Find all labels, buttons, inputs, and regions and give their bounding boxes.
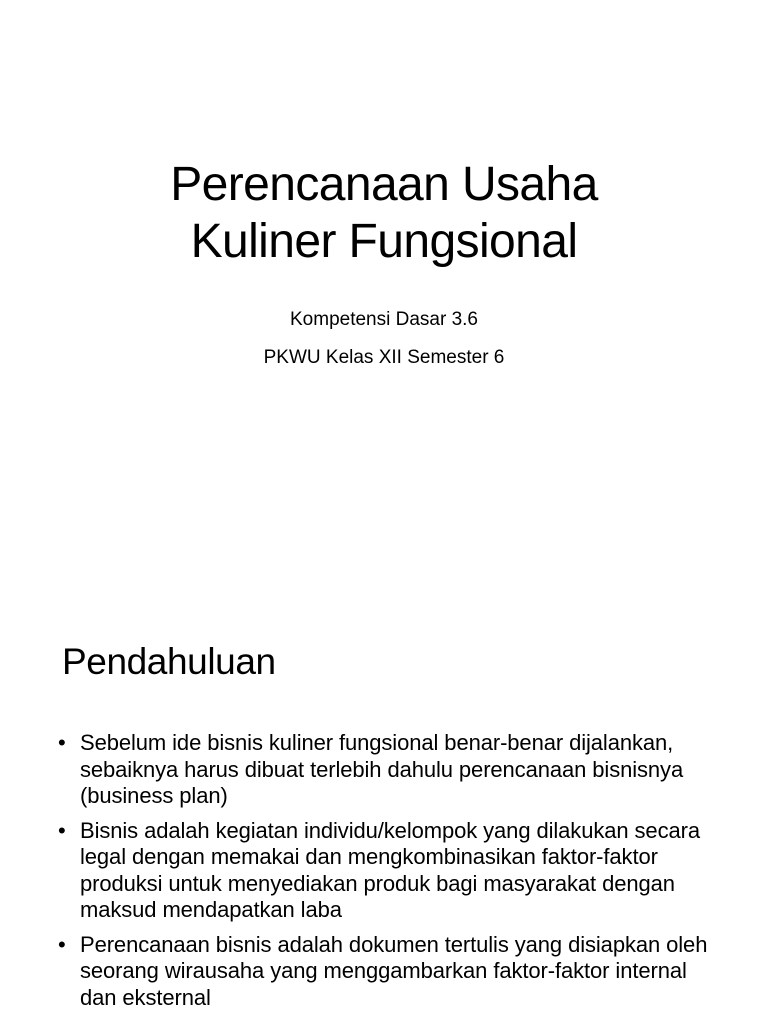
slide-subtitle-class: PKWU Kelas XII Semester 6 xyxy=(263,347,505,368)
slide-title-line-1: Perencanaan Usaha xyxy=(170,158,598,211)
bullet-item-1: • Sebelum ide bisnis kuliner fungsional benar-benar dijalankan, sebaiknya harus dibuat terlebih dahulu perencanaan bisnisnya (business plan) xyxy=(58,730,718,810)
slide-subtitle-competency: Kompetensi Dasar 3.6 xyxy=(290,309,478,330)
bullet-item-3: • Perencanaan bisnis adalah dokumen tertulis yang disiapkan oleh seorang wirausaha yang menggambarkan faktor-faktor internal dan eksternal xyxy=(58,932,718,1012)
bullet-item-2: • Bisnis adalah kegiatan individu/kelompok yang dilakukan secara legal dengan memakai dan mengkombinasikan faktor-faktor produksi untuk menyediakan produk bagi masyarakat dengan maksud mendapatkan laba xyxy=(58,818,718,924)
slide-title-line-2: Kuliner Fungsional xyxy=(190,215,578,268)
section-heading: Pendahuluan xyxy=(62,641,276,682)
bullet-list xyxy=(58,730,718,1019)
slide-title xyxy=(0,156,768,270)
